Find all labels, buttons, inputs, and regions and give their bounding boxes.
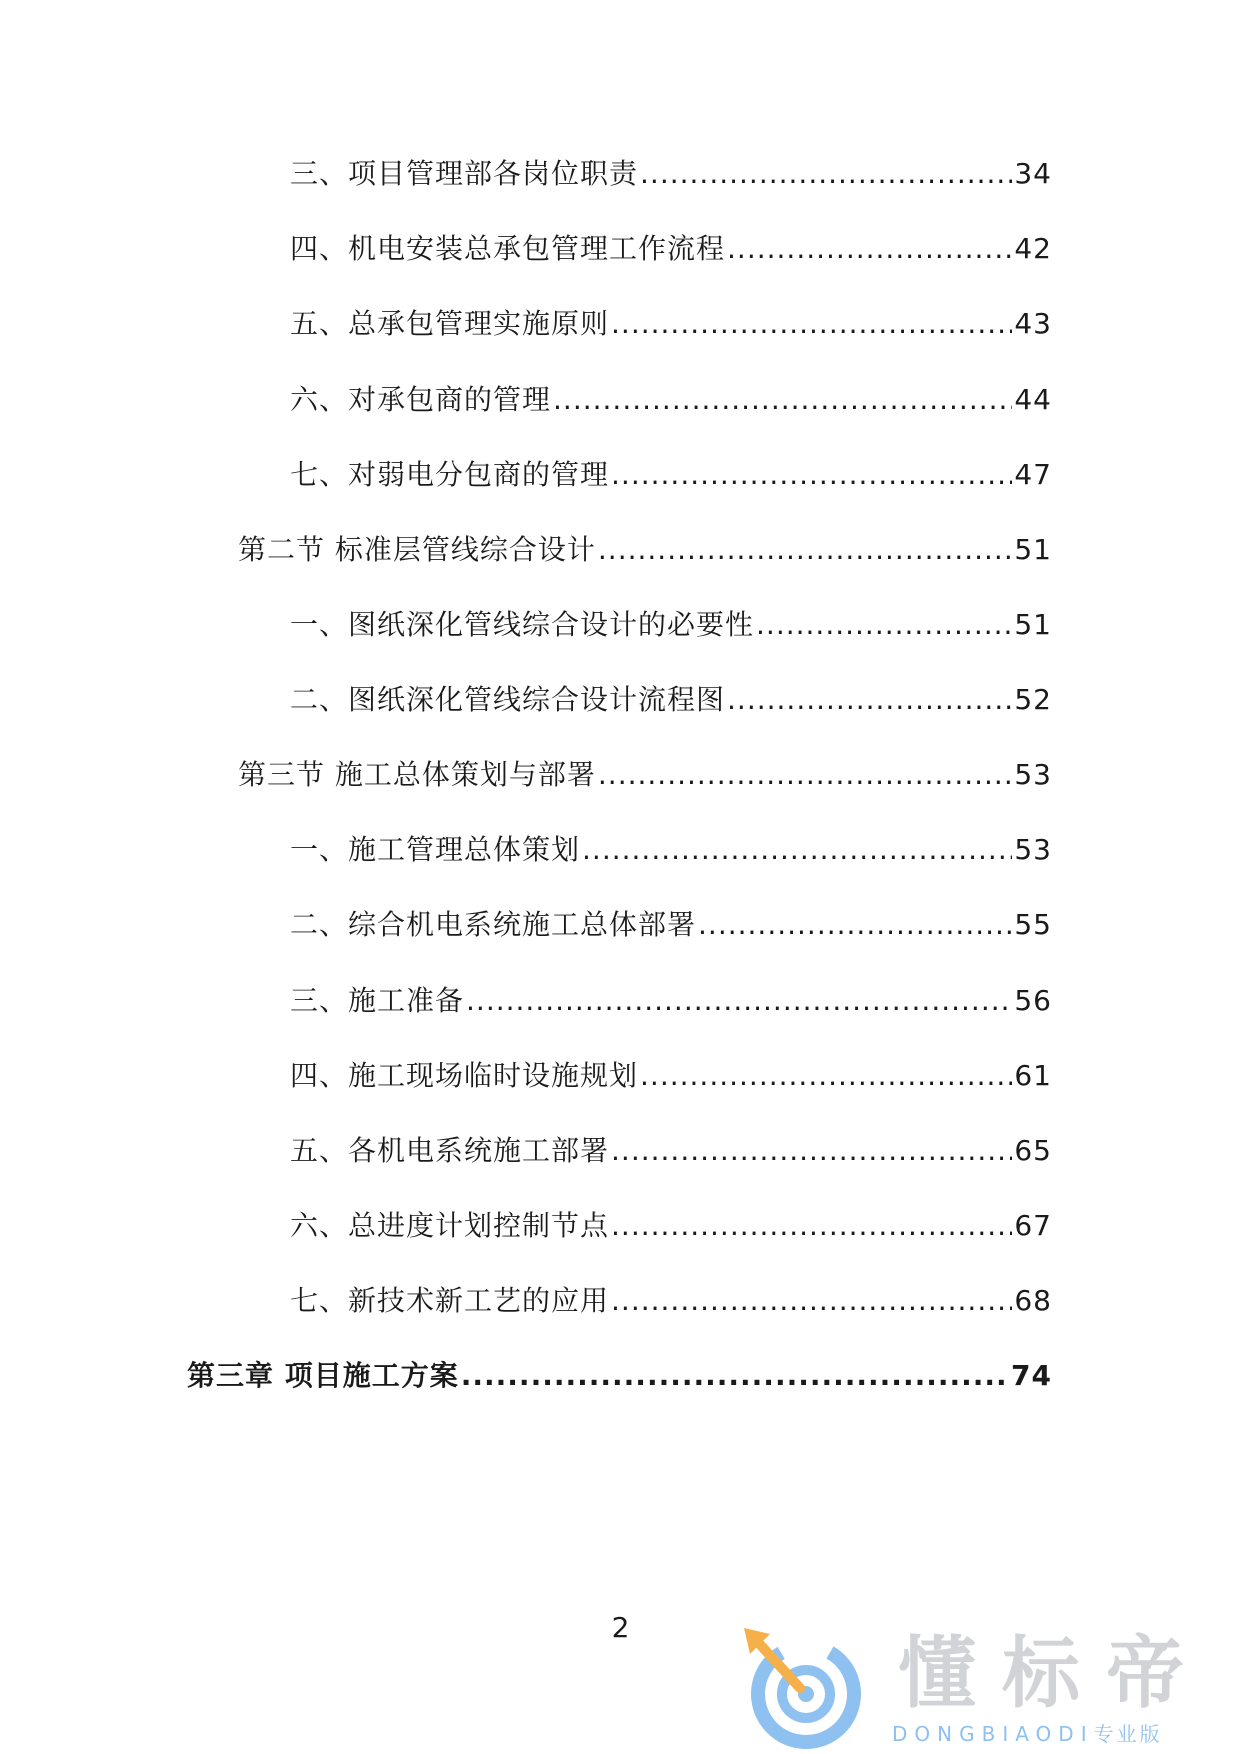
toc-entry-page: 65	[1014, 1134, 1052, 1167]
toc-entry-title: 一、图纸深化管线综合设计的必要性	[290, 608, 755, 641]
toc-entry[interactable]	[290, 1206, 1052, 1246]
toc-entry-page: 44	[1014, 383, 1052, 416]
toc-entry-title: 四、机电安装总承包管理工作流程	[290, 232, 726, 265]
toc-entry[interactable]	[290, 830, 1052, 870]
toc-entry[interactable]	[290, 1131, 1052, 1171]
watermark-subtitle	[892, 1722, 1163, 1746]
toc-entry-page: 55	[1014, 908, 1052, 941]
toc-entry-title: 四、施工现场临时设施规划	[290, 1059, 639, 1092]
target-arrow-icon	[740, 1628, 872, 1750]
watermark-brand: 懂标帝	[898, 1629, 1211, 1719]
toc-entry-title: 五、各机电系统施工部署	[290, 1134, 610, 1167]
toc-entry[interactable]	[290, 1281, 1052, 1321]
toc-entry-title: 第三章 项目施工方案	[187, 1359, 459, 1392]
toc-entry[interactable]	[290, 229, 1052, 269]
toc-entry-title: 七、新技术新工艺的应用	[290, 1284, 610, 1317]
toc-dot-leader	[553, 380, 1012, 420]
toc-entry[interactable]	[290, 154, 1052, 194]
toc-dot-leader	[461, 1356, 1009, 1396]
toc-entry-page: 53	[1014, 833, 1052, 866]
toc-entry-chapter[interactable]	[187, 1356, 1052, 1396]
toc-dot-leader	[727, 680, 1012, 720]
toc-entry-section[interactable]	[238, 530, 1052, 570]
toc-entry-page: 51	[1014, 608, 1052, 641]
toc-dot-leader	[640, 1056, 1012, 1096]
toc-entry-title: 二、图纸深化管线综合设计流程图	[290, 683, 726, 716]
toc-entry-title: 第三节 施工总体策划与部署	[238, 758, 596, 791]
toc-entry[interactable]	[290, 380, 1052, 420]
toc-dot-leader	[611, 304, 1012, 344]
toc-entry-page: 56	[1014, 984, 1052, 1017]
toc-entry-title: 七、对弱电分包商的管理	[290, 458, 610, 491]
toc-entry-title: 六、总进度计划控制节点	[290, 1209, 610, 1242]
toc-dot-leader	[611, 455, 1012, 495]
toc-dot-leader	[611, 1206, 1012, 1246]
toc-entry-title: 三、项目管理部各岗位职责	[290, 157, 639, 190]
watermark-subtitle-latin: DONGBIAODI	[892, 1722, 1094, 1746]
toc-dot-leader	[466, 981, 1012, 1021]
toc-entry-page: 42	[1014, 232, 1052, 265]
toc-dot-leader	[598, 530, 1012, 570]
toc-entry[interactable]	[290, 605, 1052, 645]
toc-entry-title: 五、总承包管理实施原则	[290, 307, 610, 340]
toc-entry-page: 43	[1014, 307, 1052, 340]
toc-entry-page: 34	[1014, 157, 1052, 190]
toc-dot-leader	[727, 229, 1012, 269]
toc-entry-page: 68	[1014, 1284, 1052, 1317]
toc-entry-title: 一、施工管理总体策划	[290, 833, 581, 866]
toc-entry[interactable]	[290, 680, 1052, 720]
toc-entry-page: 53	[1014, 758, 1052, 791]
toc-dot-leader	[640, 154, 1012, 194]
toc-entry-page: 67	[1014, 1209, 1052, 1242]
toc-entry-section[interactable]	[238, 755, 1052, 795]
toc-entry[interactable]	[290, 455, 1052, 495]
toc-dot-leader	[698, 905, 1012, 945]
toc-entry[interactable]	[290, 981, 1052, 1021]
toc-entry-page: 74	[1011, 1359, 1052, 1392]
toc-entry-page: 52	[1014, 683, 1052, 716]
toc-dot-leader	[598, 755, 1012, 795]
toc-entry[interactable]	[290, 1056, 1052, 1096]
toc-dot-leader	[611, 1281, 1012, 1321]
toc-dot-leader	[756, 605, 1012, 645]
watermark	[740, 1628, 1235, 1750]
toc-entry-title: 二、综合机电系统施工总体部署	[290, 908, 697, 941]
toc-entry[interactable]	[290, 304, 1052, 344]
page-number: 2	[611, 1611, 630, 1644]
toc-entry[interactable]	[290, 905, 1052, 945]
toc-dot-leader	[582, 830, 1012, 870]
toc-entry-page: 61	[1014, 1059, 1052, 1092]
toc-dot-leader	[611, 1131, 1012, 1171]
toc-entry-title: 三、施工准备	[290, 984, 465, 1017]
toc-entry-title: 六、对承包商的管理	[290, 383, 552, 416]
watermark-edition: 专业版	[1093, 1722, 1163, 1746]
toc-entry-title: 第二节 标准层管线综合设计	[238, 533, 596, 566]
toc-entry-page: 47	[1014, 458, 1052, 491]
toc-entry-page: 51	[1014, 533, 1052, 566]
